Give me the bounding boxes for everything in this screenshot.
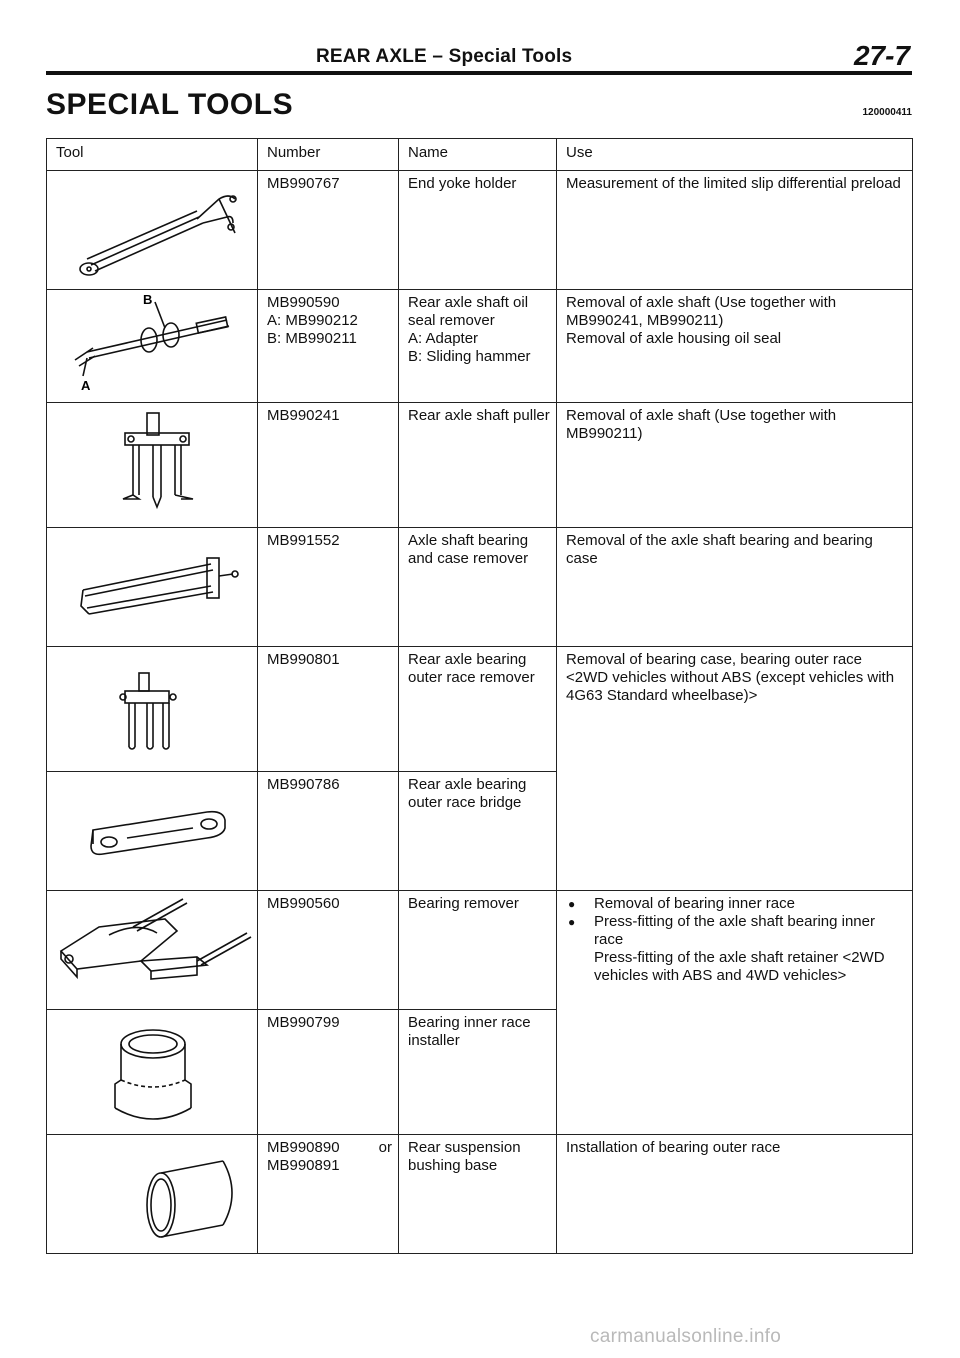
page-title: REAR AXLE – Special Tools bbox=[316, 46, 573, 67]
tool-use-cell bbox=[557, 403, 913, 528]
tool-number-cell bbox=[258, 528, 399, 647]
tool-use-cell bbox=[557, 1135, 913, 1254]
tool-name: End yoke holder bbox=[408, 175, 517, 192]
use-bullet-item bbox=[566, 913, 906, 949]
tool-name: Rear suspension bushing base bbox=[408, 1139, 521, 1174]
column-header-number: Number bbox=[258, 139, 399, 171]
table-row bbox=[47, 891, 913, 1010]
tool-use-cell bbox=[557, 171, 913, 290]
table-row bbox=[47, 1135, 913, 1254]
watermark: carmanualsonline.info bbox=[590, 1326, 782, 1347]
outer-race-bridge-icon bbox=[47, 772, 258, 890]
tool-number: MB990767 bbox=[267, 175, 340, 192]
tool-name-cell bbox=[399, 772, 557, 891]
column-header-use: Use bbox=[557, 139, 913, 171]
tool-number: MB990890 or bbox=[267, 1139, 392, 1156]
tool-name-cell bbox=[399, 403, 557, 528]
tool-number: MB990560 bbox=[267, 895, 340, 912]
tool-name: Rear axle bearing outer race bridge bbox=[408, 776, 527, 811]
tool-use: Removal of bearing inner race bbox=[594, 895, 795, 912]
tool-illustration bbox=[47, 171, 258, 290]
tool-name-cell bbox=[399, 171, 557, 290]
tool-use: Removal of bearing case, bearing outer race <2WD vehicles without ABS (except vehicles with 4G63 Standard wheelbase)> bbox=[566, 651, 895, 704]
tool-name-cell bbox=[399, 1135, 557, 1254]
tool-name: Rear axle shaft puller bbox=[408, 407, 550, 424]
tool-illustration bbox=[47, 403, 258, 528]
tool-illustration bbox=[47, 772, 258, 891]
tool-number: MB991552 bbox=[267, 532, 340, 549]
tool-name-cell bbox=[399, 528, 557, 647]
tool-number: MB990241 bbox=[267, 407, 340, 424]
tool-illustration bbox=[47, 1010, 258, 1135]
table-row bbox=[47, 290, 913, 403]
tool-number-part-b: B: MB990211 bbox=[267, 330, 357, 347]
bushing-base-icon bbox=[47, 1135, 258, 1253]
tool-number-cell bbox=[258, 171, 399, 290]
tool-use-cell bbox=[557, 647, 913, 891]
tool-number: MB990786 bbox=[267, 776, 340, 793]
tool-use: Press-fitting of the axle shaft retainer <2WD vehicles with ABS and 4WD vehicles> bbox=[594, 949, 885, 984]
tool-illustration bbox=[47, 1135, 258, 1254]
tool-number-cell bbox=[258, 1010, 399, 1135]
end-yoke-holder-icon bbox=[47, 171, 258, 289]
tool-use: Installation of bearing outer race bbox=[566, 1139, 781, 1156]
tool-use-cell bbox=[557, 891, 913, 1135]
tool-use: Removal of axle housing oil seal bbox=[566, 330, 782, 347]
tool-name-cell bbox=[399, 891, 557, 1010]
tool-illustration bbox=[47, 528, 258, 647]
tool-use: Measurement of the limited slip differential preload bbox=[566, 175, 901, 192]
tool-number-cell bbox=[258, 1135, 399, 1254]
bearing-case-remover-icon bbox=[47, 528, 258, 646]
bullet-icon: ● bbox=[568, 897, 576, 911]
outer-race-remover-icon bbox=[47, 647, 258, 771]
tool-illustration bbox=[47, 891, 258, 1010]
use-bullet-item bbox=[566, 895, 906, 913]
tool-use-cell bbox=[557, 528, 913, 647]
special-tools-table bbox=[46, 138, 913, 1254]
tool-use: Removal of axle shaft (Use together with MB990211) bbox=[566, 407, 837, 442]
tool-number-cell bbox=[258, 891, 399, 1010]
table-row bbox=[47, 403, 913, 528]
tool-use: Removal of axle shaft (Use together with MB990241, MB990211) bbox=[566, 294, 837, 329]
tool-number-alt: MB990891 bbox=[267, 1157, 340, 1174]
tool-use: Press-fitting of the axle shaft bearing inner race bbox=[594, 913, 875, 948]
tool-use: Removal of the axle shaft bearing and bearing case bbox=[566, 532, 873, 567]
callout-label-a: A bbox=[81, 378, 91, 393]
tool-number-cell bbox=[258, 290, 399, 403]
tool-number-cell bbox=[258, 403, 399, 528]
table-row bbox=[47, 647, 913, 772]
tool-number: MB990590 bbox=[267, 294, 340, 311]
page-header bbox=[46, 40, 912, 74]
table-row bbox=[47, 528, 913, 647]
tool-name: Bearing remover bbox=[408, 895, 519, 912]
bearing-remover-icon bbox=[47, 891, 258, 1009]
bullet-icon: ● bbox=[568, 915, 576, 929]
tool-name-cell bbox=[399, 1010, 557, 1135]
tool-name-cell bbox=[399, 290, 557, 403]
tool-name: Rear axle shaft oil seal remover bbox=[408, 294, 529, 329]
tool-use-cell bbox=[557, 290, 913, 403]
page-number: 27-7 bbox=[853, 40, 910, 71]
column-header-name: Name bbox=[399, 139, 557, 171]
tool-name: Bearing inner race installer bbox=[408, 1014, 531, 1049]
tool-number: MB990799 bbox=[267, 1014, 340, 1031]
tool-illustration bbox=[47, 290, 258, 403]
axle-shaft-puller-icon bbox=[47, 403, 258, 527]
section-code: 120000411 bbox=[862, 107, 912, 118]
tool-name-part-a: A: Adapter bbox=[408, 330, 479, 347]
tool-name: Rear axle bearing outer race remover bbox=[408, 651, 535, 686]
oil-seal-remover-icon bbox=[47, 290, 258, 402]
column-header-tool: Tool bbox=[47, 139, 258, 171]
tool-illustration bbox=[47, 647, 258, 772]
tool-name-part-b: B: Sliding hammer bbox=[408, 348, 531, 365]
tool-number-part-a: A: MB990212 bbox=[267, 312, 358, 329]
header-rule bbox=[46, 71, 912, 75]
callout-label-b: B bbox=[143, 292, 153, 307]
table-row bbox=[47, 171, 913, 290]
inner-race-installer-icon bbox=[47, 1010, 258, 1134]
section-title: SPECIAL TOOLS bbox=[46, 88, 294, 121]
tool-number-cell bbox=[258, 772, 399, 891]
tool-number: MB990801 bbox=[267, 651, 340, 668]
tool-name-cell bbox=[399, 647, 557, 772]
tool-name: Axle shaft bearing and case remover bbox=[408, 532, 529, 567]
table-header-row bbox=[47, 139, 913, 171]
tool-number-cell bbox=[258, 647, 399, 772]
